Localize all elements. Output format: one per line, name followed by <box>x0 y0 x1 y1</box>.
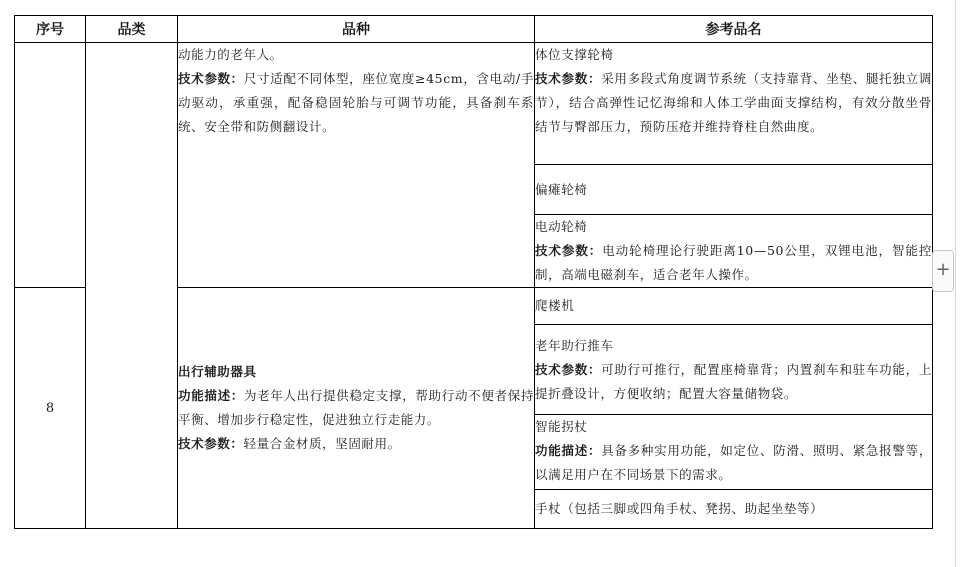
add-row-button[interactable] <box>932 250 954 292</box>
product-name: 体位支撑轮椅 <box>535 47 614 62</box>
product-desc: 采用多段式角度调节系统（支持靠背、坐垫、腿托独立调节），结合高弹性记忆海绵和人体工学曲面支撑结构，有效分散坐骨结节与臀部压力，预防压疮并维持脊柱自然曲度。 <box>535 71 932 134</box>
tech-param-label: 技术参数： <box>535 361 602 377</box>
page-edge-line <box>955 0 956 567</box>
variety-title: 出行辅助器具 <box>178 364 257 379</box>
seq-cell-empty <box>15 43 86 288</box>
func-desc-text: 为老年人出行提供稳定支撑，帮助行动不便者保持平衡、增加步行稳定性，促进独立行走能力。 <box>178 388 534 427</box>
product-name: 老年助行推车 <box>535 337 614 353</box>
product-cell <box>535 43 933 165</box>
product-desc: 可助行可推行，配置座椅靠背；内置刹车和驻车功能，上提折叠设计，方便收纳；配置大容量储物袋。 <box>535 361 932 401</box>
table-header-row <box>15 16 933 43</box>
product-name: 爬楼机 <box>535 298 575 313</box>
product-desc: 电动轮椅理论行驶距离10—50公里，双锂电池，智能控制，高端电磁刹车，适合老年人操作。 <box>535 243 932 282</box>
tech-param-label: 技术参数： <box>178 436 244 451</box>
tech-param-text: 轻量合金材质，坚固耐用。 <box>243 436 401 451</box>
header-product-name: 参考品名 <box>535 16 933 43</box>
product-cell <box>535 288 933 325</box>
product-table <box>14 15 933 529</box>
variety-cell <box>178 288 535 529</box>
product-name: 偏瘫轮椅 <box>535 181 588 197</box>
product-name: 手杖（包括三脚或四角手杖、凳拐、助起坐垫等） <box>535 501 824 516</box>
category-cell <box>86 43 178 529</box>
product-name: 电动轮椅 <box>535 219 588 234</box>
tech-param-label: 技术参数： <box>535 243 603 258</box>
variety-text-line: 动能力的老年人。 <box>178 47 283 62</box>
plus-icon: + <box>935 259 951 280</box>
tech-param-text: 尺寸适配不同体型，座位宽度≥45cm，含电动/手动驱动，承重强，配备稳固轮胎与可调节功能，具备刹车系统、安全带和防侧翻设计。 <box>178 71 534 134</box>
func-desc-label: 功能描述： <box>535 443 602 458</box>
tech-param-label: 技术参数： <box>178 71 244 86</box>
product-desc: 具备多种实用功能，如定位、防滑、照明、紧急报警等，以满足用户在不同场景下的需求。 <box>535 443 932 482</box>
variety-cell <box>178 43 535 288</box>
product-cell <box>535 415 933 490</box>
product-cell <box>535 325 933 415</box>
product-cell <box>535 165 933 215</box>
table-row <box>15 43 933 165</box>
product-cell <box>535 215 933 288</box>
product-cell <box>535 490 933 529</box>
product-name: 智能拐杖 <box>535 419 588 434</box>
tech-param-label: 技术参数： <box>535 71 602 86</box>
header-variety: 品种 <box>178 16 535 43</box>
seq-cell: 8 <box>15 288 86 529</box>
header-category: 品类 <box>86 16 178 43</box>
func-desc-label: 功能描述： <box>178 388 244 403</box>
header-seq: 序号 <box>15 16 86 43</box>
